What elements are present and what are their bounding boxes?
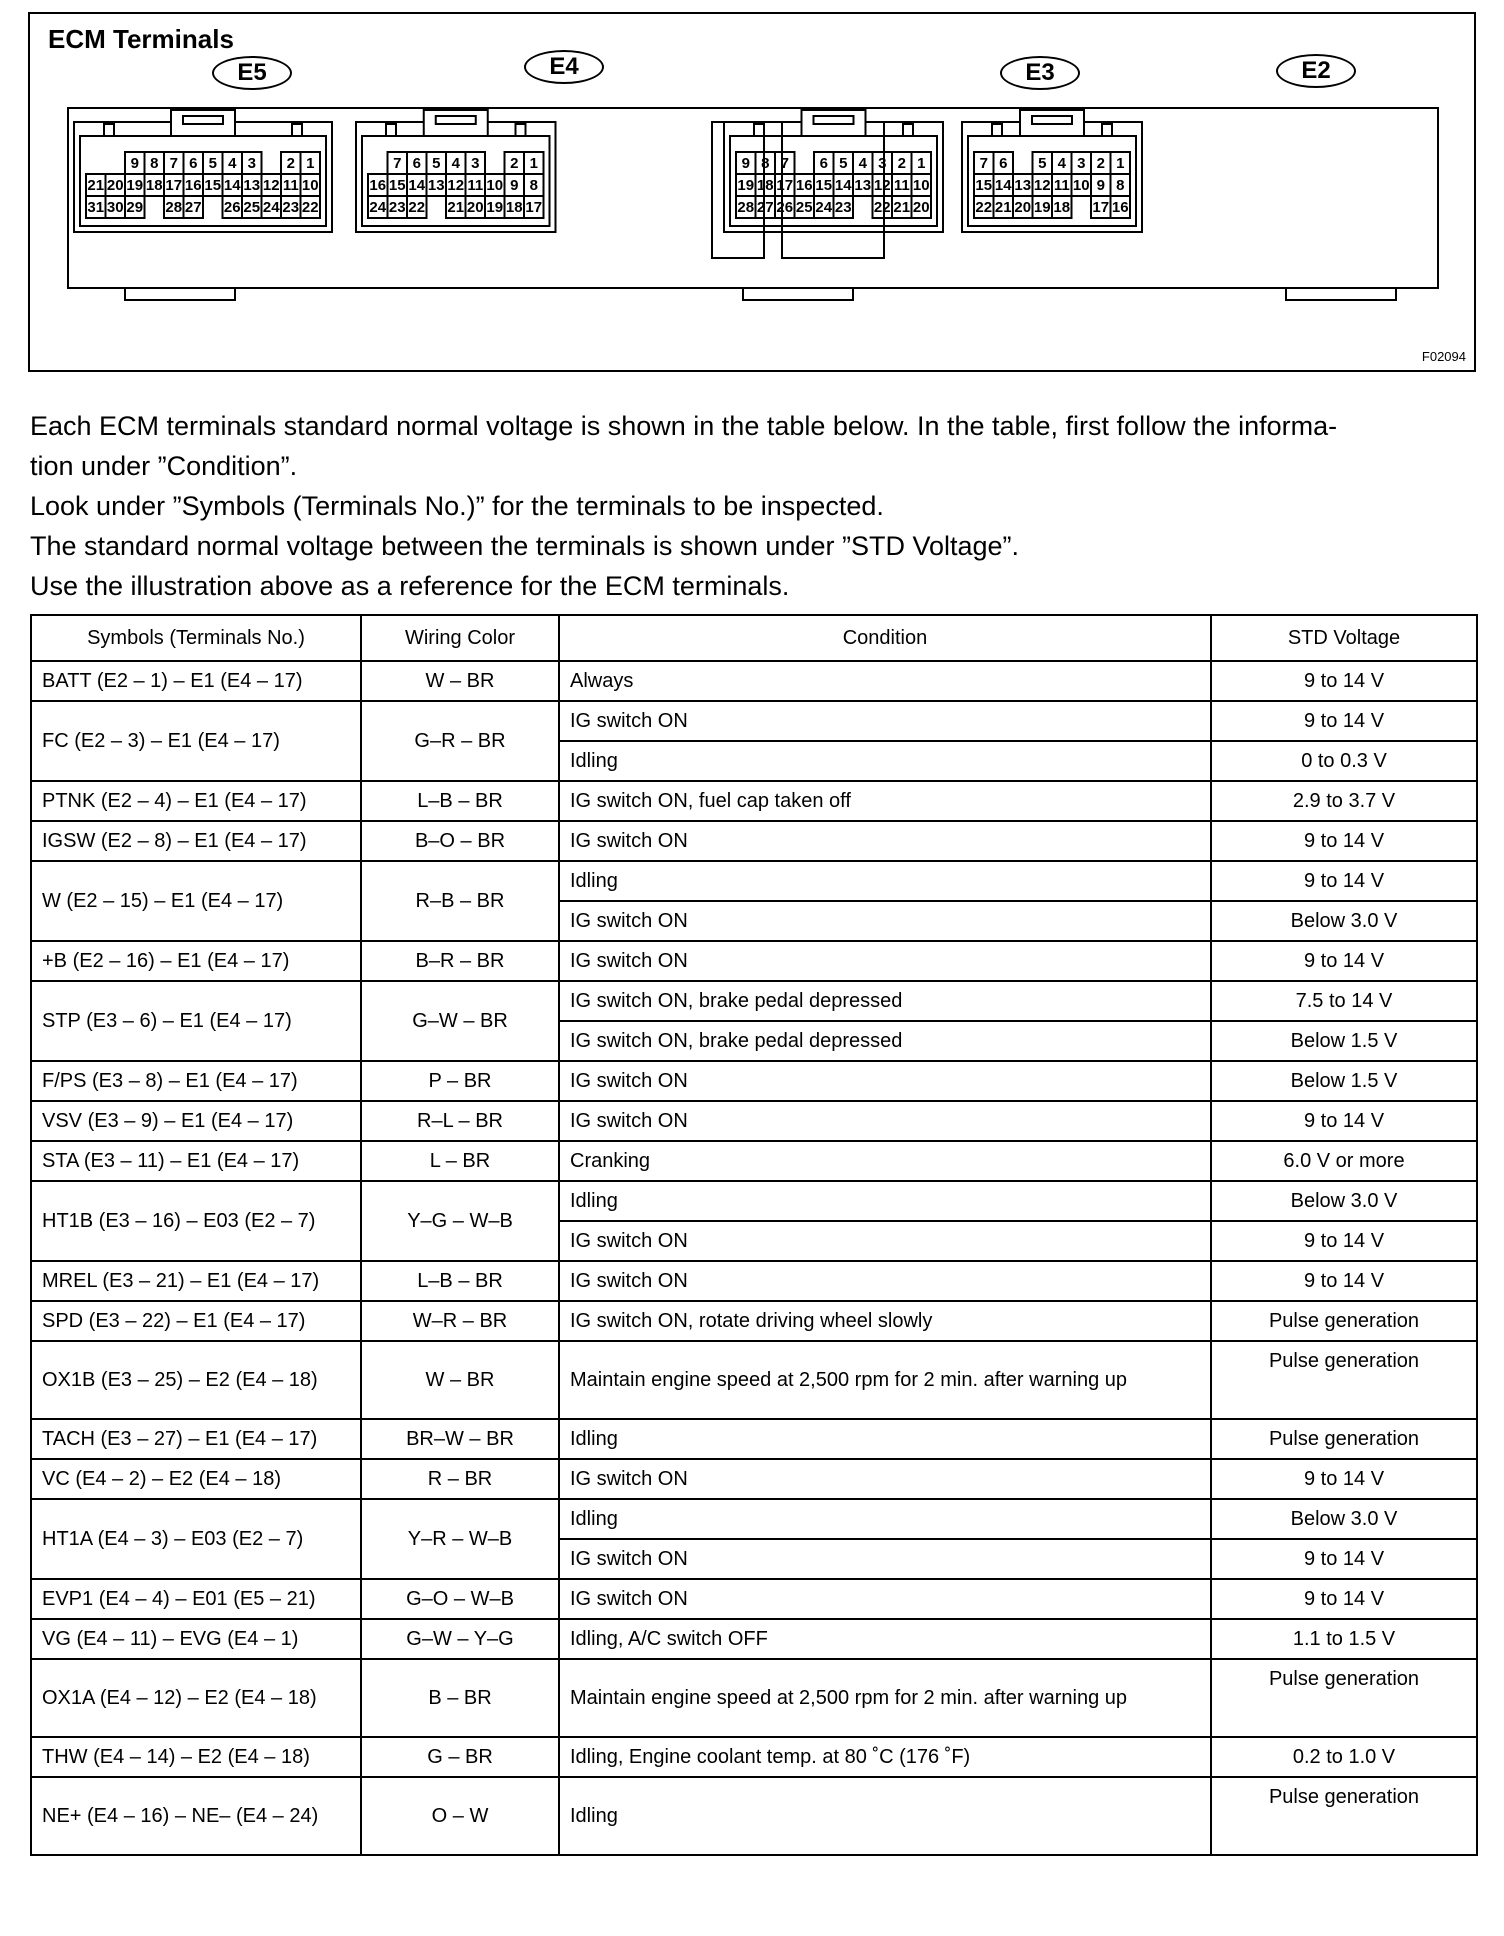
terminal-number: 16: [795, 177, 813, 194]
connector-guide: [292, 124, 302, 136]
header-std-voltage: STD Voltage: [1211, 615, 1477, 661]
terminal-number: 12: [447, 177, 465, 194]
terminal-number: 9: [510, 177, 519, 194]
terminal-number: 10: [486, 177, 504, 194]
table-row: [31, 1301, 1477, 1341]
cell-condition: Cranking: [559, 1141, 1211, 1181]
cell-wiring-color: L–B – BR: [361, 781, 559, 821]
cell-std-voltage: Pulse generation: [1211, 1419, 1477, 1459]
terminal-number: 21: [87, 177, 105, 194]
cell-condition: Maintain engine speed at 2,500 rpm for 2 min. after warning up: [559, 1659, 1211, 1737]
terminal-number: 17: [165, 177, 183, 194]
cell-std-voltage: 7.5 to 14 V: [1211, 981, 1477, 1021]
terminal-number: 16: [184, 177, 202, 194]
table-row: [31, 661, 1477, 701]
cell-symbol: OX1B (E3 – 25) – E2 (E4 – 18): [31, 1341, 361, 1419]
table-row: [31, 1499, 1477, 1539]
table-row: [31, 1101, 1477, 1141]
cell-wiring-color: G–W – BR: [361, 981, 559, 1061]
cell-std-voltage: Pulse generation: [1211, 1341, 1477, 1419]
terminal-number: 22: [408, 199, 426, 216]
terminal-number: 21: [994, 199, 1012, 216]
cell-std-voltage: 9 to 14 V: [1211, 1101, 1477, 1141]
table-row: [31, 1181, 1477, 1221]
cell-condition: Always: [559, 661, 1211, 701]
terminal-number: 6: [189, 155, 198, 172]
table-row: [31, 981, 1477, 1021]
terminal-number: 30: [106, 199, 124, 216]
cell-std-voltage: Pulse generation: [1211, 1301, 1477, 1341]
terminal-number: 24: [815, 199, 833, 216]
cell-symbol: TACH (E3 – 27) – E1 (E4 – 17): [31, 1419, 361, 1459]
cell-condition: Idling: [559, 1181, 1211, 1221]
housing-tab-center: [743, 288, 853, 300]
cell-condition: Idling: [559, 1777, 1211, 1855]
table-row: [31, 1341, 1477, 1419]
cell-symbol: OX1A (E4 – 12) – E2 (E4 – 18): [31, 1659, 361, 1737]
cell-condition: Maintain engine speed at 2,500 rpm for 2 min. after warning up: [559, 1341, 1211, 1419]
cell-wiring-color: W – BR: [361, 1341, 559, 1419]
terminal-number: 5: [839, 155, 848, 172]
terminal-number: 1: [306, 155, 315, 172]
terminal-number: 20: [1014, 199, 1032, 216]
cell-wiring-color: G – BR: [361, 1737, 559, 1777]
terminal-number: 8: [761, 155, 770, 172]
terminal-number: 26: [776, 199, 794, 216]
diagram-title: ECM Terminals: [48, 24, 234, 54]
connector-label-e3: E3: [1000, 56, 1080, 90]
terminal-number: 14: [834, 177, 852, 194]
terminal-number: 28: [737, 199, 755, 216]
cell-condition: IG switch ON: [559, 1061, 1211, 1101]
housing-tab-left: [125, 288, 235, 300]
cell-condition: IG switch ON: [559, 1579, 1211, 1619]
cell-symbol: +B (E2 – 16) – E1 (E4 – 17): [31, 941, 361, 981]
housing-tab-right: [1286, 288, 1396, 300]
cell-condition: Idling: [559, 861, 1211, 901]
cell-wiring-color: R–B – BR: [361, 861, 559, 941]
intro-line: tion under ”Condition”.: [30, 451, 298, 481]
terminal-number: 8: [1116, 177, 1125, 194]
terminal-number: 1: [1116, 155, 1125, 172]
terminal-number: 22: [975, 199, 993, 216]
cell-wiring-color: R–L – BR: [361, 1101, 559, 1141]
terminal-number: 23: [388, 199, 406, 216]
table-row: [31, 941, 1477, 981]
cell-symbol: FC (E2 – 3) – E1 (E4 – 17): [31, 701, 361, 781]
terminal-number: 16: [1111, 199, 1129, 216]
terminal-number: 13: [1014, 177, 1032, 194]
cell-condition: IG switch ON, brake pedal depressed: [559, 1021, 1211, 1061]
cell-std-voltage: 9 to 14 V: [1211, 1579, 1477, 1619]
cell-wiring-color: Y–G – W–B: [361, 1181, 559, 1261]
terminal-number: 16: [369, 177, 387, 194]
terminal-number: 4: [228, 155, 237, 172]
cell-std-voltage: Below 3.0 V: [1211, 901, 1477, 941]
cell-condition: IG switch ON: [559, 821, 1211, 861]
intro-line: The standard normal voltage between the terminals is shown under ”STD Voltage”.: [30, 531, 1020, 561]
table-row: [31, 1619, 1477, 1659]
terminal-number: 28: [165, 199, 183, 216]
terminal-number: 7: [979, 155, 988, 172]
connector-guide: [992, 124, 1002, 136]
connector-guide: [903, 124, 913, 136]
connector-label-e5: E5: [212, 56, 292, 90]
terminal-number: 4: [1057, 155, 1066, 172]
cell-std-voltage: 9 to 14 V: [1211, 861, 1477, 901]
cell-condition: IG switch ON: [559, 1539, 1211, 1579]
terminal-number: 17: [525, 199, 543, 216]
connector-guide: [386, 124, 396, 136]
terminal-number: 3: [1077, 155, 1086, 172]
connector-e5: [74, 110, 332, 232]
cell-condition: IG switch ON: [559, 1101, 1211, 1141]
header-symbols: Symbols (Terminals No.): [31, 615, 361, 661]
cell-std-voltage: 6.0 V or more: [1211, 1141, 1477, 1181]
terminal-number: 6: [999, 155, 1008, 172]
voltage-spec-table: [30, 614, 1478, 1856]
terminal-number: 12: [262, 177, 280, 194]
terminal-number: 14: [994, 177, 1012, 194]
cell-std-voltage: 9 to 14 V: [1211, 941, 1477, 981]
terminal-number: 5: [208, 155, 217, 172]
cell-std-voltage: 9 to 14 V: [1211, 1261, 1477, 1301]
terminal-number: 9: [130, 155, 139, 172]
terminal-number: 20: [466, 199, 484, 216]
cell-condition: Idling, A/C switch OFF: [559, 1619, 1211, 1659]
connector-e3: [724, 110, 943, 232]
cell-wiring-color: B – BR: [361, 1659, 559, 1737]
connector-label-e2: E2: [1276, 54, 1356, 88]
cell-symbol: HT1B (E3 – 16) – E03 (E2 – 7): [31, 1181, 361, 1261]
cell-symbol: THW (E4 – 14) – E2 (E4 – 18): [31, 1737, 361, 1777]
cell-condition: IG switch ON, fuel cap taken off: [559, 781, 1211, 821]
cell-condition: IG switch ON: [559, 901, 1211, 941]
terminal-number: 1: [529, 155, 538, 172]
terminal-number: 4: [451, 155, 460, 172]
terminal-number: 7: [393, 155, 402, 172]
terminal-number: 15: [975, 177, 993, 194]
terminal-number: 12: [873, 177, 891, 194]
cell-std-voltage: 9 to 14 V: [1211, 661, 1477, 701]
terminal-number: 2: [1096, 155, 1105, 172]
intro-line: Use the illustration above as a reference for the ECM terminals.: [30, 571, 790, 601]
cell-symbol: VSV (E3 – 9) – E1 (E4 – 17): [31, 1101, 361, 1141]
terminal-number: 11: [893, 177, 910, 194]
cell-std-voltage: 0.2 to 1.0 V: [1211, 1737, 1477, 1777]
cell-condition: Idling: [559, 1419, 1211, 1459]
cell-symbol: F/PS (E3 – 8) – E1 (E4 – 17): [31, 1061, 361, 1101]
ecm-connector-drawing: [30, 14, 1474, 370]
figure-code: F02094: [1421, 349, 1466, 364]
cell-symbol: IGSW (E2 – 8) – E1 (E4 – 17): [31, 821, 361, 861]
cell-wiring-color: R – BR: [361, 1459, 559, 1499]
terminal-number: 6: [412, 155, 421, 172]
terminal-number: 3: [247, 155, 256, 172]
cell-symbol: VC (E4 – 2) – E2 (E4 – 18): [31, 1459, 361, 1499]
terminal-number: 24: [369, 199, 387, 216]
terminal-number: 21: [893, 199, 911, 216]
cell-wiring-color: W – BR: [361, 661, 559, 701]
connector-e2: [962, 110, 1142, 232]
table-row: [31, 1419, 1477, 1459]
terminal-number: 13: [854, 177, 872, 194]
terminal-number: 18: [1053, 199, 1071, 216]
header-wiring-color: Wiring Color: [361, 615, 559, 661]
terminal-number: 14: [408, 177, 426, 194]
terminal-number: 13: [243, 177, 261, 194]
intro-line: Each ECM terminals standard normal voltage is shown in the table below. In the table, first follow the informa-: [30, 411, 1338, 441]
cell-wiring-color: W–R – BR: [361, 1301, 559, 1341]
terminal-number: 7: [780, 155, 789, 172]
terminal-number: 9: [741, 155, 750, 172]
cell-symbol: STA (E3 – 11) – E1 (E4 – 17): [31, 1141, 361, 1181]
terminal-number: 15: [388, 177, 406, 194]
cell-condition: IG switch ON: [559, 701, 1211, 741]
table-header-row: [31, 615, 1477, 661]
cell-std-voltage: Below 3.0 V: [1211, 1181, 1477, 1221]
terminal-number: 29: [126, 199, 144, 216]
cell-symbol: EVP1 (E4 – 4) – E01 (E5 – 21): [31, 1579, 361, 1619]
header-condition: Condition: [559, 615, 1211, 661]
cell-wiring-color: P – BR: [361, 1061, 559, 1101]
table-row: [31, 1061, 1477, 1101]
cell-symbol: STP (E3 – 6) – E1 (E4 – 17): [31, 981, 361, 1061]
terminal-number: 2: [510, 155, 519, 172]
terminal-number: 9: [1096, 177, 1105, 194]
table-row: [31, 701, 1477, 741]
terminal-number: 11: [282, 177, 299, 194]
cell-wiring-color: G–W – Y–G: [361, 1619, 559, 1659]
terminal-number: 19: [486, 199, 504, 216]
cell-std-voltage: 9 to 14 V: [1211, 1459, 1477, 1499]
terminal-number: 21: [447, 199, 465, 216]
cell-wiring-color: B–R – BR: [361, 941, 559, 981]
cell-std-voltage: Below 1.5 V: [1211, 1021, 1477, 1061]
cell-symbol: NE+ (E4 – 16) – NE– (E4 – 24): [31, 1777, 361, 1855]
cell-condition: IG switch ON: [559, 1459, 1211, 1499]
terminal-number: 25: [243, 199, 261, 216]
terminal-number: 18: [756, 177, 774, 194]
terminal-number: 2: [897, 155, 906, 172]
terminal-number: 24: [262, 199, 280, 216]
cell-symbol: W (E2 – 15) – E1 (E4 – 17): [31, 861, 361, 941]
connector-label-e4: E4: [524, 50, 604, 84]
terminal-number: 6: [819, 155, 828, 172]
cell-condition: Idling: [559, 741, 1211, 781]
terminal-number: 15: [815, 177, 833, 194]
terminal-number: 3: [878, 155, 887, 172]
terminal-number: 22: [873, 199, 891, 216]
cell-wiring-color: B–O – BR: [361, 821, 559, 861]
cell-condition: IG switch ON: [559, 1261, 1211, 1301]
cell-std-voltage: 9 to 14 V: [1211, 1539, 1477, 1579]
cell-symbol: MREL (E3 – 21) – E1 (E4 – 17): [31, 1261, 361, 1301]
cell-condition: IG switch ON, brake pedal depressed: [559, 981, 1211, 1021]
terminal-number: 1: [917, 155, 926, 172]
table-row: [31, 1579, 1477, 1619]
table-row: [31, 1141, 1477, 1181]
connector-guide: [516, 124, 526, 136]
terminal-number: 22: [301, 199, 319, 216]
terminal-number: 13: [427, 177, 445, 194]
terminal-number: 18: [505, 199, 523, 216]
table-row: [31, 1261, 1477, 1301]
cell-symbol: PTNK (E2 – 4) – E1 (E4 – 17): [31, 781, 361, 821]
terminal-number: 12: [1033, 177, 1051, 194]
cell-symbol: BATT (E2 – 1) – E1 (E4 – 17): [31, 661, 361, 701]
intro-line: Look under ”Symbols (Terminals No.)” for the terminals to be inspected.: [30, 491, 884, 521]
terminal-number: 19: [1033, 199, 1051, 216]
terminal-number: 20: [106, 177, 124, 194]
terminal-number: 23: [282, 199, 300, 216]
cell-wiring-color: Y–R – W–B: [361, 1499, 559, 1579]
table-row: [31, 821, 1477, 861]
terminal-number: 8: [150, 155, 159, 172]
cell-wiring-color: G–R – BR: [361, 701, 559, 781]
cell-condition: IG switch ON, rotate driving wheel slowly: [559, 1301, 1211, 1341]
connector-e4: [356, 110, 556, 232]
connector-guide: [104, 124, 114, 136]
terminal-number: 10: [1072, 177, 1090, 194]
terminal-number: 8: [529, 177, 538, 194]
cell-condition: IG switch ON: [559, 1221, 1211, 1261]
terminal-number: 10: [912, 177, 930, 194]
terminal-number: 20: [912, 199, 930, 216]
cell-condition: Idling: [559, 1499, 1211, 1539]
table-row: [31, 861, 1477, 901]
table-row: [31, 1459, 1477, 1499]
cell-std-voltage: 9 to 14 V: [1211, 701, 1477, 741]
terminal-number: 3: [471, 155, 480, 172]
table-row: [31, 781, 1477, 821]
cell-std-voltage: 1.1 to 1.5 V: [1211, 1619, 1477, 1659]
terminal-number: 5: [432, 155, 441, 172]
cell-std-voltage: Below 1.5 V: [1211, 1061, 1477, 1101]
cell-symbol: HT1A (E4 – 3) – E03 (E2 – 7): [31, 1499, 361, 1579]
terminal-number: 23: [834, 199, 852, 216]
terminal-number: 19: [737, 177, 755, 194]
terminal-number: 10: [301, 177, 319, 194]
cell-symbol: VG (E4 – 11) – EVG (E4 – 1): [31, 1619, 361, 1659]
cell-wiring-color: BR–W – BR: [361, 1419, 559, 1459]
terminal-number: 26: [223, 199, 241, 216]
terminal-number: 25: [795, 199, 813, 216]
table-row: [31, 1777, 1477, 1855]
cell-std-voltage: 2.9 to 3.7 V: [1211, 781, 1477, 821]
terminal-number: 7: [169, 155, 178, 172]
cell-std-voltage: Pulse generation: [1211, 1659, 1477, 1737]
ecm-terminals-diagram: [28, 12, 1476, 372]
terminal-number: 17: [1092, 199, 1110, 216]
cell-symbol: SPD (E3 – 22) – E1 (E4 – 17): [31, 1301, 361, 1341]
terminal-number: 14: [223, 177, 241, 194]
table-row: [31, 1737, 1477, 1777]
cell-std-voltage: 0 to 0.3 V: [1211, 741, 1477, 781]
cell-std-voltage: Pulse generation: [1211, 1777, 1477, 1855]
intro-text: [30, 406, 1480, 606]
cell-wiring-color: O – W: [361, 1777, 559, 1855]
connector-guide: [754, 124, 764, 136]
cell-condition: IG switch ON: [559, 941, 1211, 981]
cell-wiring-color: L–B – BR: [361, 1261, 559, 1301]
terminal-number: 4: [858, 155, 867, 172]
terminal-number: 31: [87, 199, 105, 216]
cell-condition: Idling, Engine coolant temp. at 80 ˚C (176 ˚F): [559, 1737, 1211, 1777]
terminal-number: 19: [126, 177, 144, 194]
connector-guide: [1102, 124, 1112, 136]
cell-std-voltage: 9 to 14 V: [1211, 1221, 1477, 1261]
cell-std-voltage: 9 to 14 V: [1211, 821, 1477, 861]
cell-std-voltage: Below 3.0 V: [1211, 1499, 1477, 1539]
terminal-number: 5: [1038, 155, 1047, 172]
cell-wiring-color: L – BR: [361, 1141, 559, 1181]
table-row: [31, 1659, 1477, 1737]
terminal-number: 11: [467, 177, 484, 194]
terminal-number: 27: [756, 199, 774, 216]
terminal-number: 2: [286, 155, 295, 172]
cell-wiring-color: G–O – W–B: [361, 1579, 559, 1619]
terminal-number: 27: [184, 199, 202, 216]
terminal-number: 15: [204, 177, 222, 194]
terminal-number: 11: [1053, 177, 1070, 194]
terminal-number: 18: [145, 177, 163, 194]
terminal-number: 17: [776, 177, 794, 194]
